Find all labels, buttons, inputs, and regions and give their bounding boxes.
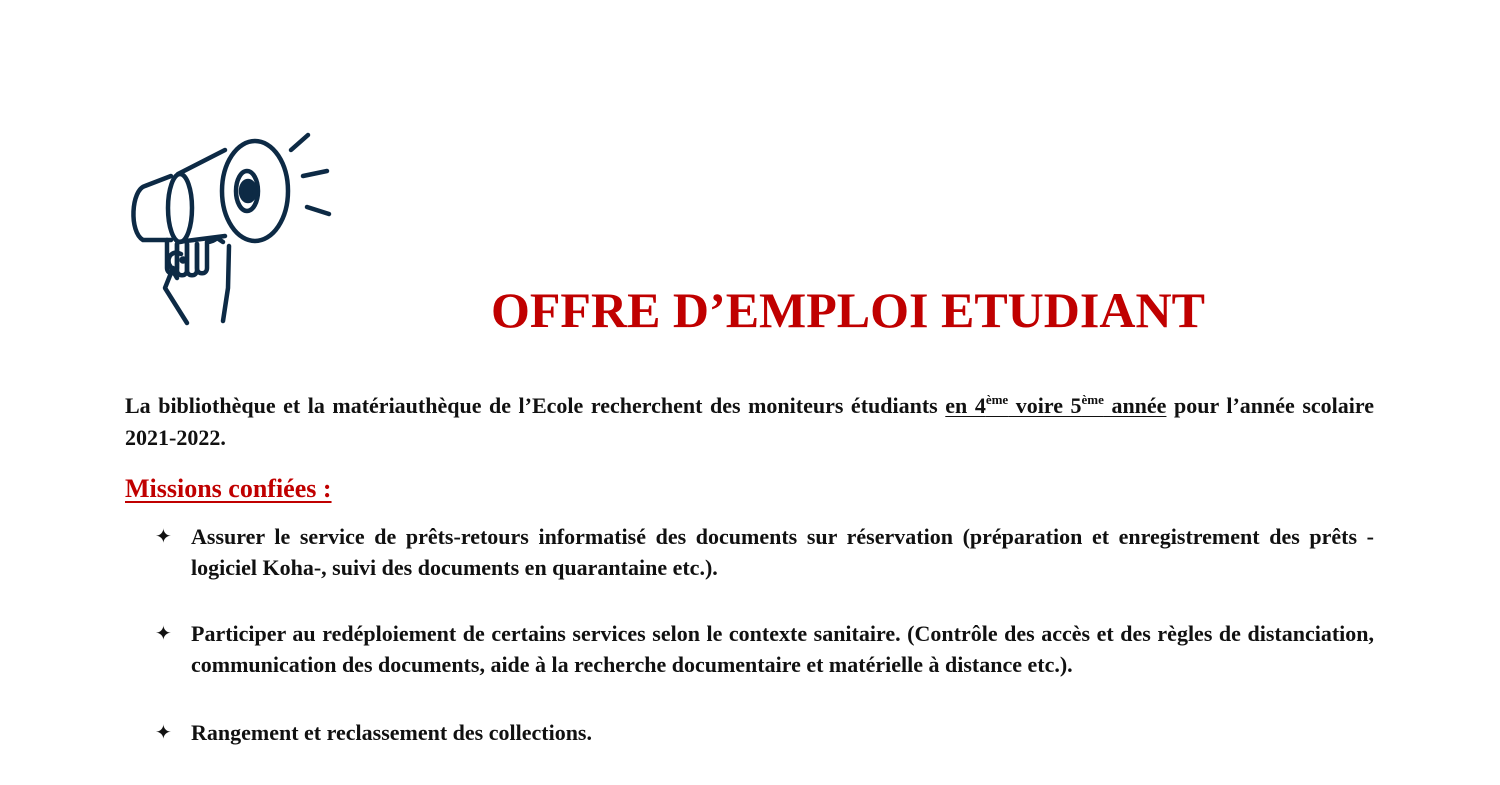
mission-text: Assurer le service de prêts-retours informatisé des documents sur réservation (préparation et enregistrement des prêts -logiciel Koha-, suivi des documents en quarantaine etc.). bbox=[191, 524, 1374, 580]
mission-text: Rangement et reclassement des collections. bbox=[191, 720, 592, 745]
megaphone-hand-icon bbox=[125, 128, 340, 328]
intro-text-end: pour l’année scolaire 2021-2022. bbox=[125, 393, 1375, 450]
ordinal-suffix: ème bbox=[985, 392, 1009, 407]
four-point-star-bullet-icon: ✦ bbox=[155, 621, 172, 645]
intro-year-4: en 4ème voire 5ème année bbox=[945, 392, 1167, 418]
missions-heading: Missions confiées : bbox=[125, 474, 332, 503]
intro-paragraph bbox=[125, 390, 1374, 454]
missions-list bbox=[155, 521, 1374, 748]
four-point-star-bullet-icon: ✦ bbox=[155, 720, 172, 744]
mission-text: Participer au redéploiement de certains services selon le contexte sanitaire. (Contrôle des accès et des règles de distanciation, communication des documents, aide à la recherche documentaire et matérielle à distance etc.). bbox=[191, 621, 1374, 677]
list-item bbox=[155, 618, 1374, 680]
ordinal-suffix: ème bbox=[1081, 392, 1104, 407]
list-item bbox=[155, 717, 1374, 748]
page-title: OFFRE D’EMPLOI ETUDIANT bbox=[491, 282, 1205, 338]
intro-text: La bibliothèque et la matériauthèque de l’Ecole recherchent des moniteurs étudiants bbox=[125, 393, 946, 418]
four-point-star-bullet-icon: ✦ bbox=[155, 524, 172, 548]
list-item bbox=[155, 521, 1374, 583]
